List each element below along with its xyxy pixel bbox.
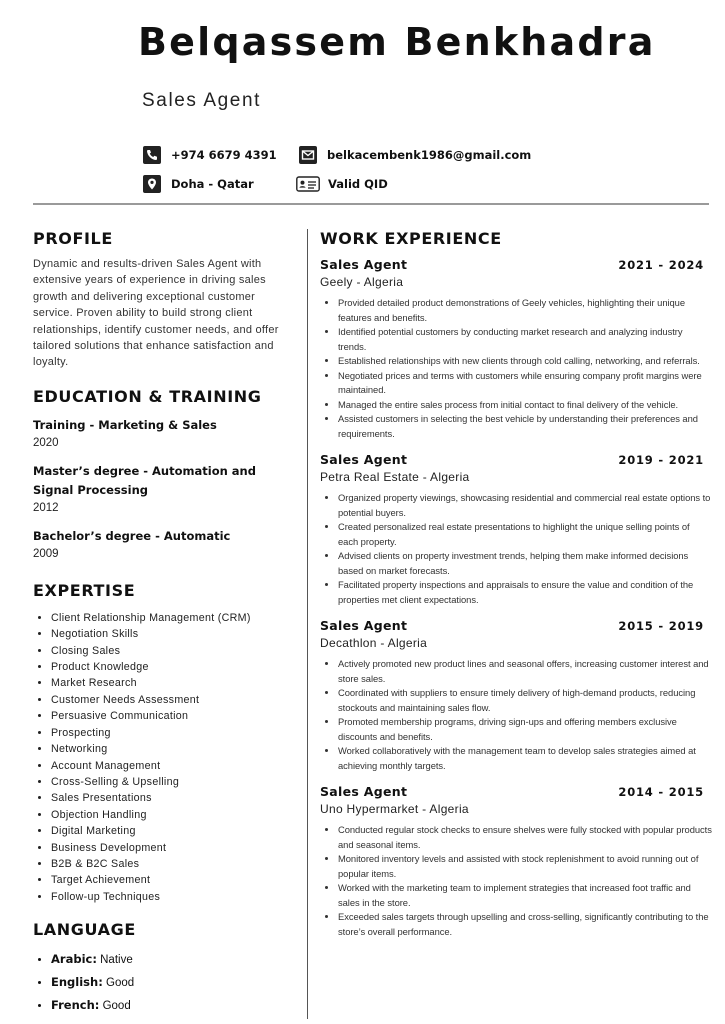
- skill-item: • Objection Handling: [51, 807, 295, 823]
- duty-item: • Coordinated with suppliers to ensure timely delivery of high-demand products, reducing stockouts and maintaining sales flow.: [338, 686, 712, 715]
- duty-item: • Worked collaboratively with the management team to develop sales strategies aimed at achieving monthly targets.: [338, 744, 712, 773]
- skill-item: • Persuasive Communication: [51, 708, 295, 724]
- language-item: [51, 994, 295, 1017]
- skill-item: • Digital Marketing: [51, 823, 295, 839]
- column-divider: [307, 229, 308, 1019]
- language-section: [33, 920, 295, 1017]
- language-name: Arabic:: [51, 952, 97, 967]
- skill-item: • Customer Needs Assessment: [51, 692, 295, 708]
- education-item: [33, 527, 295, 563]
- education-year: 2012: [33, 501, 59, 514]
- job-entry: [320, 257, 712, 441]
- candidate-role: Sales Agent: [142, 90, 262, 111]
- language-item: [51, 948, 295, 971]
- education-title: Master’s degree - Automation and Signal Processing: [33, 463, 256, 497]
- contact-id: [296, 175, 388, 193]
- language-item: [51, 971, 295, 994]
- language-level: Native: [100, 954, 133, 967]
- duty-item: • Worked with the marketing team to implement strategies that increased foot traffic and sales in the store.: [338, 881, 712, 910]
- right-column: [320, 229, 712, 939]
- education-year: 2009: [33, 547, 59, 560]
- job-title: Sales Agent: [320, 784, 408, 799]
- work-experience-heading: WORK EXPERIENCE: [320, 229, 502, 248]
- skill-item: • Negotiation Skills: [51, 626, 295, 642]
- skill-list: [33, 610, 295, 905]
- skill-item: • Sales Presentations: [51, 790, 295, 806]
- job-duties: [320, 491, 712, 607]
- expertise-section: [33, 581, 295, 905]
- skill-item: • Market Research: [51, 675, 295, 691]
- job-dates: 2014 - 2015: [618, 785, 704, 799]
- skill-item: • Target Achievement: [51, 872, 295, 888]
- duty-item: • Established relationships with new clients through cold calling, networking, and referrals.: [338, 354, 712, 369]
- skill-item: • Client Relationship Management (CRM): [51, 610, 295, 626]
- duty-item: • Monitored inventory levels and assisted with stock replenishment to avoid running out of popular items.: [338, 852, 712, 881]
- contact-email: [299, 146, 531, 164]
- education-title: Bachelor’s degree - Automatic: [33, 528, 231, 543]
- skill-item: • Account Management: [51, 758, 295, 774]
- left-column: [33, 229, 295, 1017]
- job-title: Sales Agent: [320, 618, 408, 633]
- job-dates: 2021 - 2024: [618, 258, 704, 272]
- language-level: Good: [106, 977, 135, 990]
- email-icon: [299, 146, 317, 164]
- duty-item: • Exceeded sales targets through upselling and cross-selling, significantly contributing to the store’s overall performance.: [338, 910, 712, 939]
- skill-item: • Networking: [51, 741, 295, 757]
- job-company: Decathlon - Algeria: [320, 636, 428, 650]
- duty-item: • Facilitated property inspections and appraisals to ensure the value and condition of the properties met client expectations.: [338, 578, 712, 607]
- language-name: English:: [51, 975, 103, 990]
- skill-item: • Product Knowledge: [51, 659, 295, 675]
- phone-icon: [143, 146, 161, 164]
- job-entry: [320, 618, 712, 773]
- job-company: Geely - Algeria: [320, 275, 404, 289]
- email-text: belkacembenk1986@gmail.com: [327, 148, 532, 162]
- job-duties: [320, 657, 712, 773]
- skill-item: • Closing Sales: [51, 643, 295, 659]
- job-title: Sales Agent: [320, 452, 408, 467]
- contact-phone: [143, 146, 277, 164]
- profile-heading: PROFILE: [33, 229, 113, 248]
- job-duties: [320, 296, 712, 441]
- duty-item: • Conducted regular stock checks to ensure shelves were fully stocked with popular products and seasonal items.: [338, 823, 712, 852]
- duty-item: • Provided detailed product demonstrations of Geely vehicles, highlighting their unique features and benefits.: [338, 296, 712, 325]
- job-dates: 2015 - 2019: [618, 619, 704, 633]
- duty-item: • Promoted membership programs, driving sign-ups and offering members exclusive discounts and benefits.: [338, 715, 712, 744]
- candidate-name: Belqassem Benkhadra: [138, 20, 656, 64]
- location-text: Doha - Qatar: [171, 177, 254, 191]
- duty-item: • Assisted customers in selecting the best vehicle by understanding their preferences and requirements.: [338, 412, 712, 441]
- duty-item: • Identified potential customers by conducting market research and analyzing industry trends.: [338, 325, 712, 354]
- phone-text: +974 6679 4391: [171, 148, 277, 162]
- duty-item: • Negotiated prices and terms with customers while ensuring company profit margins were maintained.: [338, 369, 712, 398]
- skill-item: • B2B & B2C Sales: [51, 856, 295, 872]
- education-year: 2020: [33, 436, 59, 449]
- language-name: French:: [51, 998, 100, 1013]
- education-section: [33, 387, 295, 563]
- expertise-heading: EXPERTISE: [33, 580, 136, 600]
- job-duties: [320, 823, 712, 939]
- language-level: Good: [102, 1000, 131, 1013]
- job-title: Sales Agent: [320, 257, 408, 272]
- location-pin-icon: [143, 175, 161, 193]
- id-card-icon: [296, 175, 322, 193]
- id-text: Valid QID: [328, 177, 388, 191]
- duty-item: • Actively promoted new product lines and seasonal offers, increasing customer interest and store sales.: [338, 657, 712, 686]
- job-dates: 2019 - 2021: [618, 453, 704, 467]
- language-list: [33, 948, 295, 1017]
- skill-item: • Follow-up Techniques: [51, 889, 295, 905]
- education-item: [33, 416, 295, 452]
- duty-item: • Advised clients on property investment trends, helping them make informed decisions based on market forecasts.: [338, 549, 712, 578]
- duty-item: • Managed the entire sales process from initial contact to final delivery of the vehicle.: [338, 398, 712, 413]
- job-entry: [320, 452, 712, 607]
- duty-item: • Created personalized real estate presentations to highlight the unique selling points of each property.: [338, 520, 712, 549]
- duty-item: • Organized property viewings, showcasing residential and commercial real estate options to potential buyers.: [338, 491, 712, 520]
- job-company: Uno Hypermarket - Algeria: [320, 802, 469, 816]
- education-item: [33, 462, 295, 517]
- language-heading: LANGUAGE: [33, 920, 136, 940]
- profile-section: [33, 229, 295, 371]
- profile-text: Dynamic and results-driven Sales Agent with extensive years of experience in driving sales growth and delivering exceptional customer service. Proven ability to build strong client relationships, identify customer needs, and offer tailored solutions that enhance satisfaction and loyalty.: [33, 258, 279, 369]
- skill-item: • Business Development: [51, 840, 295, 856]
- education-title: Training - Marketing & Sales: [33, 417, 217, 432]
- header-divider: [33, 203, 709, 205]
- skill-item: • Prospecting: [51, 725, 295, 741]
- contact-location: [143, 175, 254, 193]
- education-heading: EDUCATION & TRAINING: [33, 386, 262, 406]
- job-entry: [320, 784, 712, 939]
- skill-item: • Cross-Selling & Upselling: [51, 774, 295, 790]
- job-company: Petra Real Estate - Algeria: [320, 470, 470, 484]
